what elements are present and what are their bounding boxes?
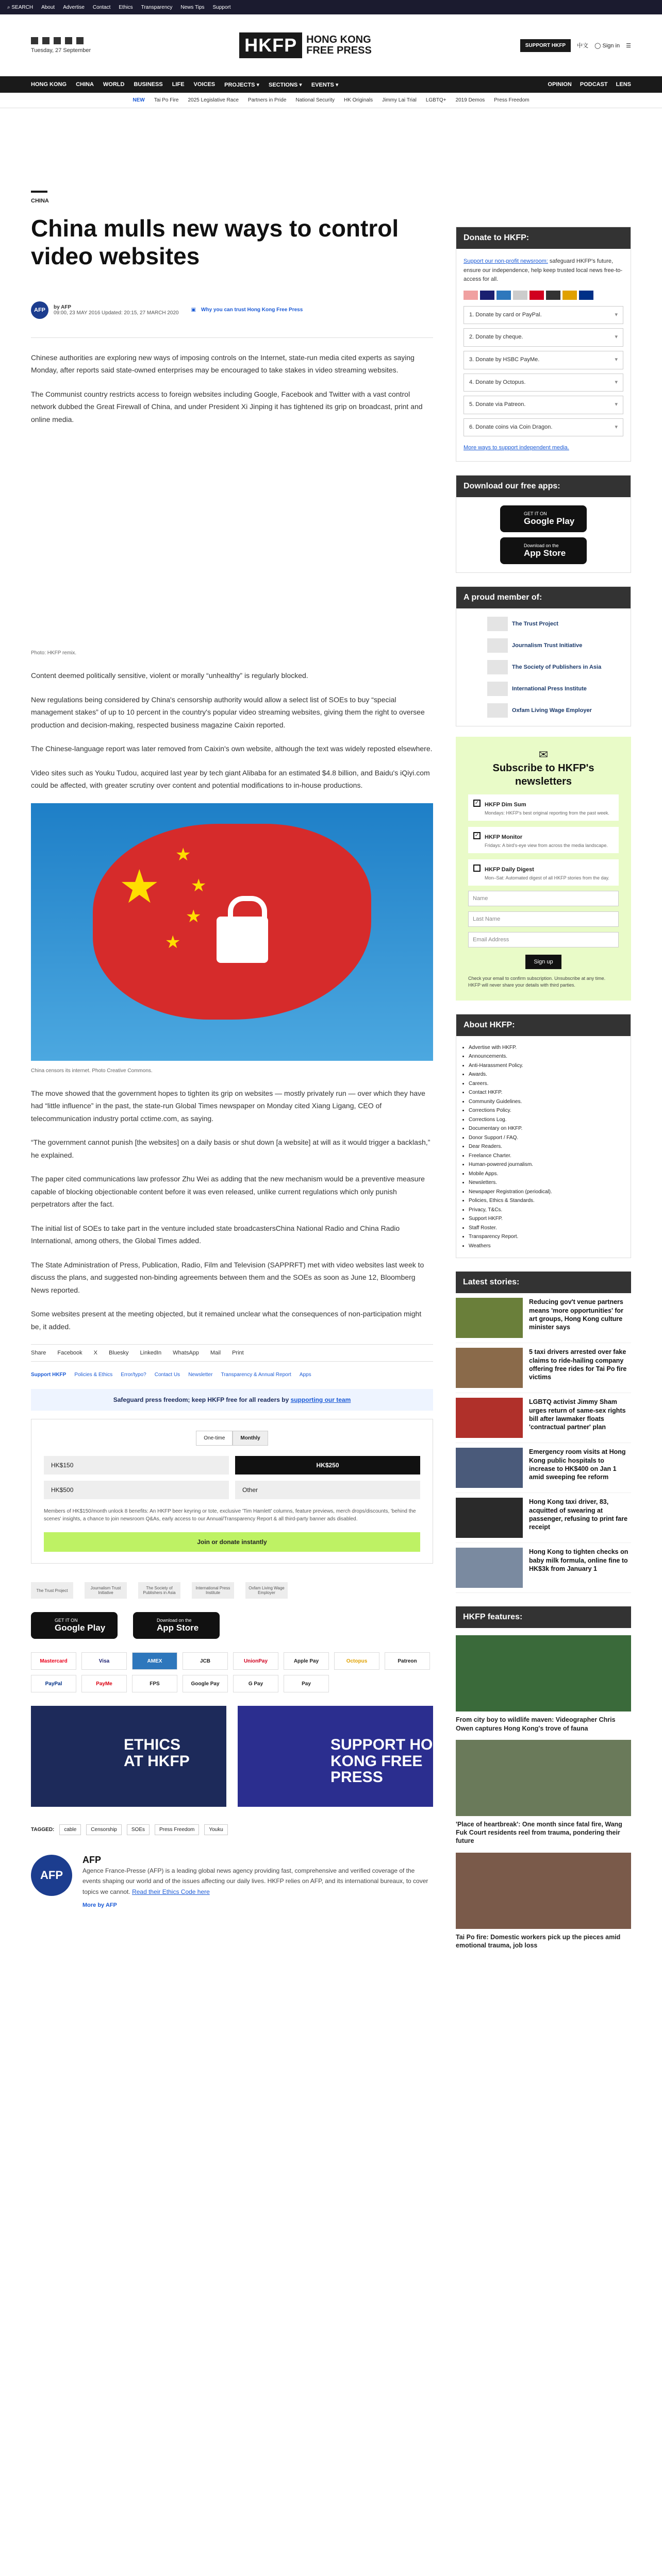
top-link-advertise[interactable]: Advertise <box>63 4 85 10</box>
sidebar <box>456 108 631 1950</box>
share-linkedin[interactable]: LinkedIn <box>140 1350 162 1357</box>
features-panel <box>456 1606 631 1950</box>
paragraph: The paper cited communications law professor Zhu Wei as adding that the new mechanism would be a preventive measure capable of blocking objectionable content before it was even released, unlike current regulations which only punish perpetrators after the fact. <box>31 1175 425 1209</box>
divider <box>31 337 433 338</box>
amount-500[interactable]: HK$500 <box>44 1481 229 1499</box>
linkedin-icon[interactable] <box>76 37 84 44</box>
story-title[interactable]: Reducing gov't venue partners means 'more opportunities' for art groups, Hong Kong culture minister says <box>529 1298 624 1331</box>
afp-avatar[interactable]: AFP <box>31 301 48 319</box>
feature-title[interactable]: 'Place of heartbreak': One month since fatal fire, Wang Fuk Court residents reel from trauma, pondering their future <box>456 1820 622 1845</box>
google-play-badge[interactable]: GET IT ON Google Play <box>31 1612 118 1639</box>
masthead <box>0 14 662 76</box>
share-bar <box>31 1344 433 1362</box>
support-link[interactable]: Contact Us <box>154 1372 180 1378</box>
user-icon: ◯ <box>594 42 601 49</box>
current-date: Tuesday, 27 September <box>31 47 91 54</box>
main-nav <box>0 76 662 93</box>
author-box-name[interactable]: AFP <box>82 1855 101 1866</box>
author-name[interactable]: by AFP <box>54 304 72 310</box>
article-date: 09:00, 23 MAY 2016 Updated: 20:15, 27 MARCH 2020 <box>54 310 179 316</box>
google-pay-icon: Google Pay <box>183 1675 228 1692</box>
search-link[interactable]: ⌕ SEARCH <box>7 4 34 10</box>
top-bar <box>0 0 662 14</box>
checkbox[interactable] <box>473 865 481 872</box>
g-pay-icon: G Pay <box>233 1675 278 1692</box>
latest-story[interactable] <box>456 1493 631 1543</box>
sopa-logo[interactable]: The Society of Publishers in Asia <box>138 1582 180 1599</box>
share-label: Share <box>31 1350 46 1357</box>
support-link[interactable]: Support HKFP <box>31 1372 67 1378</box>
about-item[interactable]: • Dear Readers. <box>469 1142 618 1151</box>
payment-logo <box>546 291 560 300</box>
about-item[interactable]: • Donor Support / FAQ. <box>469 1133 618 1143</box>
star-icon: ★ <box>191 875 207 895</box>
patreon-icon: Patreon <box>385 1652 430 1670</box>
donate-option[interactable]: 6. Donate coins via Coin Dragon. ▾ <box>464 418 623 437</box>
facebook-icon[interactable] <box>31 37 38 44</box>
proud-title: A proud member of: <box>456 587 631 608</box>
about-item[interactable]: • Staff Roster. <box>469 1224 618 1233</box>
top-links <box>41 5 230 10</box>
jti-logo[interactable]: Journalism Trust Initiative <box>85 1582 127 1599</box>
more-ways-link[interactable]: More ways to support independent media. <box>464 445 569 451</box>
paragraph: New regulations being considered by China's censorship authority would allow a select list of SOEs to buy “special management stakes” of up to 10 percent in the country's popular video streaming websites, giving them the right to oversee production and decision-making, respected business magazine Caixin reported. <box>31 695 425 729</box>
star-icon: ★ <box>175 844 191 865</box>
latest-panel <box>456 1272 631 1593</box>
trust-link[interactable]: Why you can trust Hong Kong Free Press <box>201 307 303 313</box>
story-thumbnail[interactable] <box>456 1348 523 1388</box>
ethics-code-link[interactable]: Read their Ethics Code here <box>132 1888 210 1895</box>
top-link-support[interactable]: Support <box>212 4 231 10</box>
shield-icon: ▣ <box>191 307 196 313</box>
title-rule <box>31 191 47 193</box>
email-input[interactable]: Email Address <box>468 932 619 947</box>
star-icon: ★ <box>119 861 160 913</box>
newsletter-panel <box>456 737 631 1001</box>
newsletter-option[interactable]: ✓ HKFP Monitor Fridays: A bird's-eye view from across the media landscape. <box>468 827 619 853</box>
story-title[interactable]: 5 taxi drivers arrested over fake claims to ride-hailing company offering free rides for Tai Po fire victims <box>529 1348 627 1381</box>
support-promo[interactable]: SUPPORT HONG KONG FREE PRESS <box>238 1706 433 1807</box>
support-link[interactable]: Transparency & Annual Report <box>221 1372 291 1378</box>
nav-voices[interactable]: VOICES <box>193 81 216 88</box>
paragraph: “The government cannot punish [the websites] on a daily basis or shut down [a website] at will as it would trigger a backlash,” he explained. <box>31 1138 431 1159</box>
proud-ipi[interactable]: International Press Institute <box>487 682 631 696</box>
nav-hong-kong[interactable]: HONG KONG <box>31 81 67 88</box>
tag[interactable]: Censorship <box>86 1824 122 1835</box>
member-logos <box>31 1582 433 1599</box>
feature-story[interactable] <box>456 1853 631 1950</box>
feature-image[interactable] <box>456 1635 631 1711</box>
fps-icon: FPS <box>132 1675 177 1692</box>
about-item[interactable]: • Documentary on HKFP. <box>469 1124 618 1133</box>
more-by-afp-link[interactable]: More by AFP <box>82 1902 117 1909</box>
about-item[interactable]: • Careers. <box>469 1079 618 1089</box>
oxfam-logo[interactable]: Oxfam Living Wage Employer <box>245 1582 288 1599</box>
about-item[interactable]: • Policies, Ethics & Standards. <box>469 1196 618 1206</box>
support-link[interactable]: Newsletter <box>188 1372 213 1378</box>
about-item[interactable]: • Corrections Log. <box>469 1115 618 1125</box>
x-icon[interactable] <box>42 37 49 44</box>
subnav-item[interactable]: Jimmy Lai Trial <box>382 97 417 103</box>
share-x[interactable]: X <box>93 1350 98 1357</box>
paypal-icon: PayPal <box>31 1675 76 1692</box>
tag[interactable]: cable <box>59 1824 81 1835</box>
about-item[interactable]: • Support HKFP. <box>469 1214 618 1224</box>
paragraph: The Communist country restricts access to foreign websites including Google, Facebook and Twitter with a vast control network dubbed the Great Firewall of China, and under President Xi Jinping it has tightened its grip on broadcast, print and online media. <box>31 389 423 423</box>
story-title[interactable]: Hong Kong taxi driver, 83, acquitted of swearing at passenger, refusing to print fare receipt <box>529 1498 628 1531</box>
youtube-icon[interactable] <box>65 37 72 44</box>
share-bluesky[interactable]: Bluesky <box>109 1350 129 1357</box>
sidebar-google-play[interactable]: GET IT ON Google Play <box>500 505 587 532</box>
latest-story[interactable] <box>456 1393 631 1443</box>
support-link[interactable]: Error/typo? <box>121 1372 146 1378</box>
about-item[interactable]: • Transparency Report. <box>469 1232 618 1242</box>
latest-story[interactable] <box>456 1343 631 1393</box>
proud-oxfam[interactable]: Oxfam Living Wage Employer <box>487 703 631 718</box>
about-item[interactable]: • Newsletters. <box>469 1178 618 1188</box>
nav-life[interactable]: LIFE <box>172 81 185 88</box>
ipi-logo[interactable]: International Press Institute <box>192 1582 234 1599</box>
payment-logo <box>496 291 511 300</box>
nav-business[interactable]: BUSINESS <box>134 81 163 88</box>
features-title: HKFP features: <box>456 1606 631 1628</box>
about-item[interactable]: • Announcements. <box>469 1052 618 1061</box>
latest-title: Latest stories: <box>456 1272 631 1293</box>
nonprofit-link[interactable]: Support our non-profit newsroom: <box>464 258 548 264</box>
newsletter-title: Subscribe to HKFP's newsletters <box>492 762 594 787</box>
member-benefits: Members of HK$150/month unlock 8 benefits: An HKFP beer keyring or tote, exclusive 'Tim Hamlett' columns, feature previews, merch drops/discounts, 'behind the scenes' insights, a chance to join newsroom Q&As, early access to our Annual/Transparency Report & all third-party banner ads disabled. <box>44 1509 416 1522</box>
author-box <box>31 1855 433 1908</box>
amount-150[interactable]: HK$150 <box>44 1456 229 1475</box>
tag[interactable]: Youku <box>204 1824 227 1835</box>
about-item[interactable]: • Human-powered journalism. <box>469 1160 618 1170</box>
about-item[interactable]: • Weathers <box>469 1242 618 1251</box>
payment-logo <box>562 291 577 300</box>
payme-icon: PayMe <box>81 1675 127 1692</box>
china-censorship-image <box>31 803 433 1061</box>
nav-china[interactable]: CHINA <box>76 81 94 88</box>
jcb-icon: JCB <box>183 1652 228 1670</box>
amount-250[interactable]: HK$250 <box>235 1456 420 1475</box>
donate-text: Support our non-profit newsroom: safeguard HKFP's future, ensure our independence, help keep trusted local news free-to-access for all. <box>464 258 623 283</box>
donate-option[interactable]: 3. Donate by HSBC PayMe. ▾ <box>464 351 623 369</box>
chinese-link[interactable]: 中文 <box>577 43 589 49</box>
story-title[interactable]: LGBTQ activist Jimmy Sham urges return of same-sex rights bill after lawmaker floats 'contractual partner' plan <box>529 1398 626 1431</box>
story-title[interactable]: Emergency room visits at Hong Kong public hospitals to increase to HK$400 on Jan 1 amid sweeping fee reform <box>529 1448 626 1481</box>
proud-trust-project[interactable]: The Trust Project <box>487 617 631 631</box>
amex-icon: AMEX <box>132 1652 177 1670</box>
top-link-news-tips[interactable]: News Tips <box>180 4 205 10</box>
about-panel <box>456 1014 631 1259</box>
monthly-option[interactable]: Monthly <box>233 1431 268 1446</box>
article <box>31 108 456 1950</box>
payment-logo <box>464 291 478 300</box>
instagram-icon[interactable] <box>54 37 61 44</box>
tag[interactable]: SOEs <box>127 1824 150 1835</box>
subnav-item[interactable]: National Security <box>295 97 335 103</box>
frequency-toggle <box>44 1431 420 1446</box>
subnav-item[interactable]: LGBTQ+ <box>425 97 446 103</box>
chevron-down-icon: ▾ <box>615 334 618 341</box>
subnav-item[interactable]: Tai Po Fire <box>154 97 179 103</box>
octopus-icon: Octopus <box>334 1652 379 1670</box>
image-placeholder <box>31 437 433 643</box>
payment-logo <box>529 291 544 300</box>
one-time-option[interactable]: One-time <box>196 1431 233 1446</box>
nav-events[interactable]: EVENTS ▾ <box>311 81 339 88</box>
signup-button[interactable]: Sign up <box>525 955 561 969</box>
feature-title[interactable]: From city boy to wildlife maven: Videographer Chris Owen captures Hong Kong's trove of fauna <box>456 1716 616 1732</box>
about-item[interactable]: • Awards. <box>469 1070 618 1079</box>
app-store-badge[interactable]: Download on the App Store <box>133 1612 220 1639</box>
checkbox-checked[interactable]: ✓ <box>473 832 481 839</box>
about-item[interactable]: • Advertise with HKFP. <box>469 1043 618 1053</box>
top-link-transparency[interactable]: Transparency <box>141 4 173 10</box>
donate-option[interactable]: 4. Donate by Octopus. ▾ <box>464 374 623 392</box>
star-icon: ★ <box>165 932 181 952</box>
story-thumbnail[interactable] <box>456 1498 523 1538</box>
apple-pay-icon: Apple Pay <box>284 1652 329 1670</box>
support-team-link[interactable]: supporting our team <box>290 1396 351 1404</box>
photo-credit: Photo: HKFP remix. <box>31 650 77 656</box>
paragraph: The Chinese-language report was later removed from Caixin's own website, although the text was widely reposted elsewhere. <box>31 744 433 753</box>
donate-panel <box>456 227 631 462</box>
subnav-item[interactable]: HK Originals <box>343 97 373 103</box>
chevron-down-icon: ▾ <box>615 311 618 318</box>
payment-methods <box>31 1652 433 1692</box>
tags-label: TAGGED: <box>31 1827 55 1833</box>
paragraph: Some websites present at the meeting objected, but it remained unclear what the consequences of non-participation might be, it added. <box>31 1310 422 1331</box>
about-item[interactable]: • Newspaper Registration (periodical). <box>469 1188 618 1197</box>
chevron-down-icon: ▾ <box>615 356 618 363</box>
paragraph: The move showed that the government hopes to tighten its grip on websites — mostly privately run — over which they have had “little influence” in the past, the state-run Global Times newspaper on Monday cited Xiang Ligang, CEO of telecommunication industry portal cctime.com, as saying. <box>31 1089 425 1123</box>
author-bio: Agence France-Presse (AFP) is a leading global news agency providing fast, comprehensive and verified coverage of the events shaping our world and of the issues affecting our daily lives. HKFP relies on AFP, and its international bureaux, to cover topics we cannot. Read their Ethics Code here <box>82 1867 428 1895</box>
donate-title: Donate to HKFP: <box>456 227 631 249</box>
tag[interactable]: Press Freedom <box>155 1824 199 1835</box>
payment-logo <box>480 291 494 300</box>
payment-logo <box>513 291 527 300</box>
chevron-down-icon: ▾ <box>615 423 618 430</box>
article-title: China mulls new ways to control video websites <box>31 215 399 270</box>
about-item[interactable]: • Mobile Apps. <box>469 1170 618 1179</box>
subnav-item[interactable]: 2019 Demos <box>455 97 485 103</box>
donate-option[interactable]: 2. Donate by cheque. ▾ <box>464 328 623 347</box>
join-button[interactable]: Join or donate instantly <box>44 1532 420 1552</box>
story-thumbnail[interactable] <box>456 1548 523 1588</box>
story-thumbnail[interactable] <box>456 1298 523 1338</box>
nav-opinion[interactable]: OPINION <box>548 81 572 88</box>
story-thumbnail[interactable] <box>456 1398 523 1438</box>
name-input[interactable]: Name <box>468 891 619 906</box>
newsletter-option[interactable]: HKFP Daily Digest Mon–Sat: Automated digest of all HKFP stories from the day. <box>468 859 619 886</box>
about-item[interactable]: • Anti-Harassment Policy. <box>469 1061 618 1071</box>
nav-world[interactable]: WORLD <box>103 81 125 88</box>
share-mail[interactable]: Mail <box>210 1350 221 1357</box>
share-print[interactable]: Print <box>232 1350 244 1357</box>
top-link-about[interactable]: About <box>41 4 55 10</box>
support-links <box>31 1372 433 1378</box>
top-link-contact[interactable]: Contact <box>92 4 111 10</box>
star-icon: ★ <box>186 906 202 926</box>
about-item[interactable]: • Contact HKFP. <box>469 1088 618 1097</box>
unionpay-icon: UnionPay <box>233 1652 278 1670</box>
support-link[interactable]: Policies & Ethics <box>74 1372 113 1378</box>
subnav-item[interactable]: Press Freedom <box>494 97 529 103</box>
latest-story[interactable] <box>456 1543 631 1593</box>
nav-sections[interactable]: SECTIONS ▾ <box>269 81 302 88</box>
subnav-item[interactable]: Partners in Pride <box>247 97 287 103</box>
article-category[interactable]: CHINA <box>31 198 49 204</box>
chevron-down-icon: ▾ <box>615 379 618 385</box>
feature-story[interactable] <box>456 1740 631 1845</box>
about-item[interactable]: • Freelance Charter. <box>469 1151 618 1161</box>
amount-other[interactable]: Other <box>235 1481 420 1499</box>
mail-icon: ✉ <box>538 748 549 761</box>
ethics-promo[interactable]: ETHICS AT HKFP <box>31 1706 226 1807</box>
feature-image[interactable] <box>456 1740 631 1816</box>
payment-icons <box>464 291 623 300</box>
proud-panel <box>456 586 631 726</box>
share-whatsapp[interactable]: WhatsApp <box>173 1350 199 1357</box>
apps-panel <box>456 475 631 573</box>
story-title[interactable]: Hong Kong to tighten checks on baby milk formula, online fine to HK$3k from January 1 <box>529 1548 628 1572</box>
new-badge: NEW <box>133 97 145 103</box>
feature-image[interactable] <box>456 1853 631 1929</box>
trust-project-logo[interactable]: The Trust Project <box>31 1582 73 1599</box>
sidebar-app-store[interactable]: Download on the App Store <box>500 537 587 564</box>
about-item[interactable]: • Corrections Policy. <box>469 1106 618 1115</box>
paragraph: Content deemed politically sensitive, violent or morally “unhealthy” is regularly blocked. <box>31 671 308 680</box>
safeguard-banner: Safeguard press freedom; keep HKFP free for all readers by supporting our team <box>31 1389 433 1411</box>
feature-story[interactable] <box>456 1635 631 1733</box>
nav-lens[interactable]: LENS <box>616 81 631 88</box>
donate-option[interactable]: 1. Donate by card or PayPal. ▾ <box>464 306 623 325</box>
nav-podcast[interactable]: PODCAST <box>580 81 608 88</box>
menu-icon[interactable]: ☰ <box>626 42 631 49</box>
afp-logo[interactable]: AFP <box>31 1855 72 1896</box>
signin-link[interactable]: ◯ Sign in <box>594 42 620 49</box>
paragraph: The initial list of SOEs to take part in the venture included state broadcastersChina National Radio and China Radio International, among others, the Global Times added. <box>31 1224 400 1245</box>
newsletter-note: Check your email to confirm subscription. Unsubscribe at any time. HKFP will never share your details with third parties. <box>468 975 606 988</box>
paragraph: Video sites such as Youku Tudou, acquired last year by tech giant Alibaba for an estimated $4.8 billion, and Baidu's iQiyi.com could be affected, with greater scrutiny over content and potential modifications to in-house productions. <box>31 768 430 790</box>
support-hkfp-button[interactable]: SUPPORT HKFP <box>520 39 571 52</box>
payment-logo <box>579 291 593 300</box>
nav-projects[interactable]: PROJECTS ▾ <box>224 81 259 88</box>
chevron-down-icon: ▾ <box>615 401 618 408</box>
about-item[interactable]: • Community Guidelines. <box>469 1097 618 1107</box>
about-item[interactable]: • Privacy, T&Cs. <box>469 1206 618 1215</box>
story-thumbnail[interactable] <box>456 1448 523 1488</box>
image-caption: China censors its internet. Photo Creative Commons. <box>31 1067 153 1074</box>
about-list <box>456 1036 631 1258</box>
byline <box>31 301 433 319</box>
latest-story[interactable] <box>456 1293 631 1343</box>
subnav-item[interactable]: 2025 Legislative Race <box>188 97 239 103</box>
tags-row <box>31 1824 433 1835</box>
donation-widget <box>31 1419 433 1564</box>
latest-story[interactable] <box>456 1443 631 1493</box>
top-link-ethics[interactable]: Ethics <box>119 4 133 10</box>
checkbox-checked[interactable]: ✓ <box>473 800 481 807</box>
feature-title[interactable]: Tai Po fire: Domestic workers pick up the pieces amid emotional trauma, job loss <box>456 1933 621 1949</box>
paragraph: The State Administration of Press, Publication, Radio, Film and Television (SAPPRFT) met with video websites last week to discuss the plans, and suggested non-binding agreements between them and the SOEs as soon as June 12, Bloomberg News reported. <box>31 1260 424 1294</box>
sub-nav <box>0 93 662 108</box>
lock-icon <box>217 917 268 963</box>
pay-icon: Pay <box>284 1675 329 1692</box>
mastercard-icon: Mastercard <box>31 1652 76 1670</box>
social-icons <box>31 37 91 44</box>
visa-icon: Visa <box>81 1652 127 1670</box>
newsletter-option[interactable]: ✓ HKFP Dim Sum Mondays: HKFP's best original reporting from the past week. <box>468 794 619 821</box>
support-link[interactable]: Apps <box>299 1372 311 1378</box>
proud-jti[interactable]: Journalism Trust Initiative <box>487 638 631 653</box>
paragraph: Chinese authorities are exploring new ways of imposing controls on the Internet, state-run media cited experts as saying Monday, after reports said state-owned enterprises may be encouraged to take stakes in video streaming websites. <box>31 353 415 375</box>
donate-option[interactable]: 5. Donate via Patreon. ▾ <box>464 396 623 414</box>
last-name-input[interactable]: Last Name <box>468 911 619 927</box>
site-logo[interactable]: HKFP HONG KONG FREE PRESS <box>239 32 372 58</box>
proud-sopa[interactable]: The Society of Publishers in Asia <box>487 660 631 674</box>
about-title: About HKFP: <box>456 1014 631 1036</box>
share-facebook[interactable]: Facebook <box>57 1350 82 1357</box>
apps-title: Download our free apps: <box>456 476 631 497</box>
